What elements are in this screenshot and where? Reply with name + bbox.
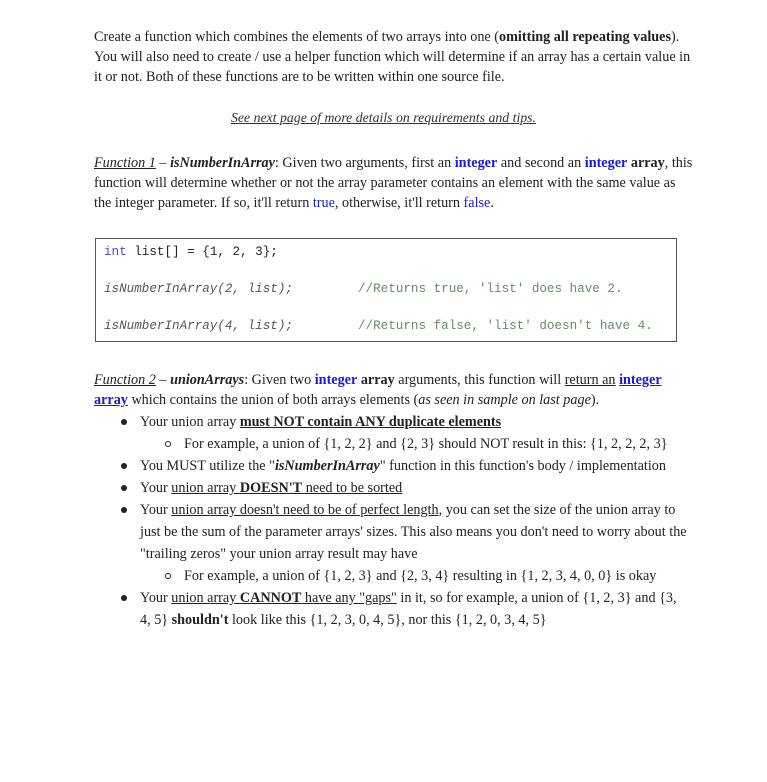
bullet-4-text: Your xyxy=(140,502,172,518)
list-item: For example, a union of {1, 2, 3} and {2, 3, 4} resulting in {1, 2, 3, 4, 0, 0} is okay xyxy=(140,565,688,587)
function1-false-keyword: false xyxy=(463,195,491,211)
function2-paragraph xyxy=(94,370,694,410)
code-line-3: isNumberInArray(4, list); xyxy=(104,319,293,333)
list-item xyxy=(118,499,688,587)
function2-integer-keyword: integer xyxy=(314,372,358,388)
code-line-2-comment: //Returns true, 'list' does have 2. xyxy=(358,282,623,296)
code-example-box xyxy=(95,238,677,342)
bullet-5-text-2: in it, so for example, a union of {1, 2, 3} and {3, 4, 5} xyxy=(140,590,677,628)
bullet-2-text: You MUST utilize the " xyxy=(140,458,275,474)
bullet-2-text-2: " function in this function's body / implementation xyxy=(379,458,666,474)
bullet-4-underlined: union array doesn't need to be of perfect length xyxy=(171,502,439,518)
requirements-list xyxy=(118,411,688,631)
bullet-5-underlined: union array xyxy=(171,590,240,606)
list-item xyxy=(118,455,688,477)
function1-text-2: and second an xyxy=(497,155,585,171)
bullet-1-sublist xyxy=(140,433,688,455)
code-line-2: isNumberInArray(2, list); xyxy=(104,282,293,296)
function2-integer-array: integer array xyxy=(94,372,662,408)
function2-array-keyword: array xyxy=(360,372,395,388)
function2-text-4: ). xyxy=(590,392,600,408)
list-item xyxy=(118,587,688,631)
function2-text-3: which contains the union of both arrays elements ( xyxy=(127,392,419,408)
function2-return-an: return an xyxy=(564,372,616,388)
see-next-page-note: See next page of more details on requirements and tips. xyxy=(230,110,536,125)
function1-name: isNumberInArray xyxy=(170,155,275,171)
function1-text-3: , this function will determine whether or not the array parameter contains an element with the same value as the integer parameter. If so, it'll return xyxy=(94,155,693,211)
bullet-5-text: Your xyxy=(140,590,172,606)
intro-text: Create a function which combines the elements of two arrays into one ( xyxy=(94,29,500,45)
bullet-3-underlined-bold: DOESN'T xyxy=(239,480,303,496)
function2-name: unionArrays xyxy=(170,372,245,388)
code-int-keyword: int xyxy=(104,245,127,259)
function1-integer-keyword-2: integer xyxy=(584,155,628,171)
function2-italic-note: as seen in sample on last page xyxy=(418,392,591,408)
function1-text-5: . xyxy=(490,195,494,211)
intro-bold-text: omitting all repeating values xyxy=(499,29,671,45)
bullet-1-text: Your union array xyxy=(140,414,240,430)
bullet-4-text-2: , you can set the size of the union array to just be the sum of the parameter arrays' sizes. This also means you don't need to worry about the "trailing zeros" your union array result may have xyxy=(140,502,687,562)
code-line-3-comment: //Returns false, 'list' doesn't have 4. xyxy=(358,319,653,333)
intro-paragraph xyxy=(94,27,694,87)
function1-dash: – xyxy=(155,155,171,171)
function1-integer-keyword: integer xyxy=(454,155,498,171)
bullet-5-text-3: look like this {1, 2, 3, 0, 4, 5}, nor this {1, 2, 0, 3, 4, 5} xyxy=(228,612,547,628)
function1-text: : Given two arguments, first an xyxy=(274,155,455,171)
function1-true-keyword: true xyxy=(312,195,335,211)
bullet-3-underlined-2: need to be sorted xyxy=(302,480,403,496)
function2-heading: Function 2 xyxy=(94,372,156,388)
function2-dash: – xyxy=(155,372,171,388)
function1-heading: Function 1 xyxy=(94,155,156,171)
code-line-1-rest: list[] = {1, 2, 3}; xyxy=(126,245,278,259)
function2-text: : Given two xyxy=(244,372,315,388)
intro-text-2: ). You will also need to create / use a helper function which will determine if an array has a certain value in it or not. Both of these functions are to be written within one source file. xyxy=(94,29,691,85)
function1-array-keyword: array xyxy=(630,155,665,171)
list-item: For example, a union of {1, 2, 2} and {2, 3} should NOT result in this: {1, 2, 2, 2, 3} xyxy=(140,433,688,455)
function1-paragraph xyxy=(94,153,694,213)
list-item xyxy=(118,477,688,499)
bullet-3-underlined: union array xyxy=(171,480,240,496)
bullet-3-text: Your xyxy=(140,480,172,496)
bullet-5-underlined-bold: CANNOT xyxy=(239,590,302,606)
bullet-1-underlined: must NOT contain ANY duplicate elements xyxy=(239,414,502,430)
list-item xyxy=(118,411,688,455)
bullet-4-sublist xyxy=(140,565,688,587)
function2-text-2: arguments, this function will xyxy=(394,372,565,388)
bullet-5-underlined-2: have any "gaps" xyxy=(301,590,397,606)
function1-text-4: , otherwise, it'll return xyxy=(334,195,464,211)
bullet-2-function-name: isNumberInArray xyxy=(274,458,380,474)
code-line-1 xyxy=(104,245,278,259)
bullet-5-bold: shouldn't xyxy=(171,612,229,628)
